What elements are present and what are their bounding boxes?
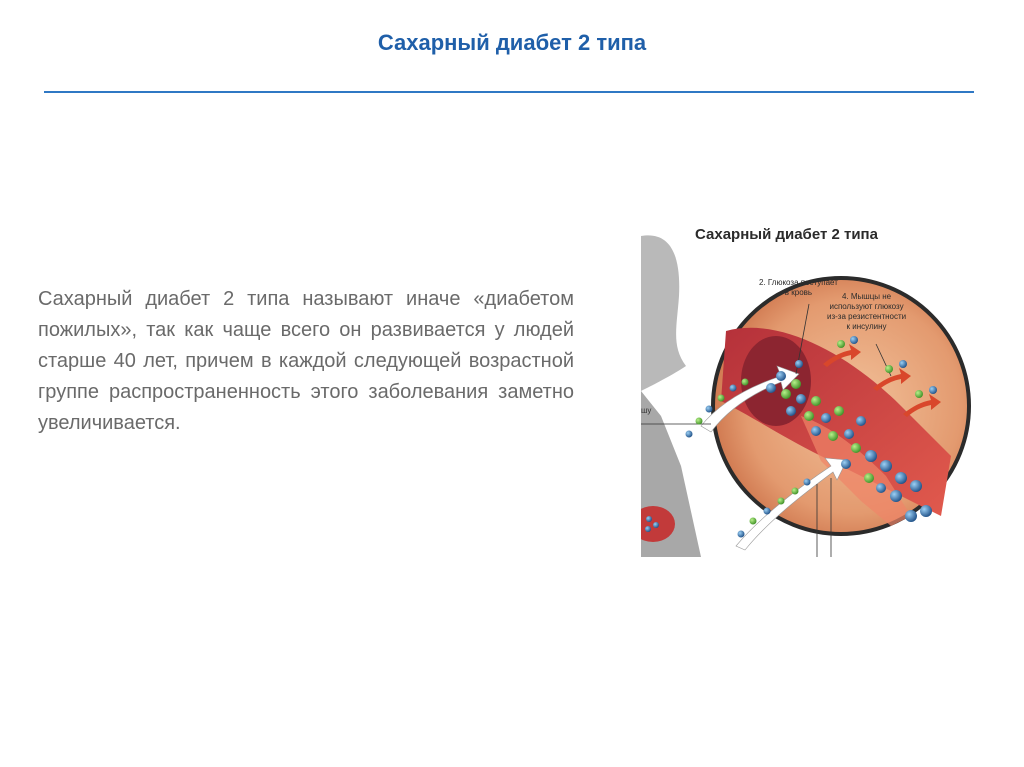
illustration-graphic <box>641 216 971 557</box>
slide-title: Сахарный диабет 2 типа <box>377 30 647 55</box>
cropped-side-label: шу <box>641 406 652 415</box>
label-muscles-resistance: 4. Мышцы не используют глюкозу из-за резистентности к инсулину <box>827 292 907 331</box>
diabetes-illustration <box>641 216 971 557</box>
slide-paragraph: Сахарный диабет 2 типа называют иначе «диабетом пожилых», так как чаще всего он развивается у людей старше 40 лет, причем в каждой следующей возрастной группе распространенность этого заболевания заметно увеличивается. <box>38 288 574 434</box>
title-divider <box>44 91 974 93</box>
label-glucose-enters-blood: 2. Глюкоза поступает в кровь <box>759 278 838 297</box>
illustration-title: Сахарный диабет 2 типа <box>695 226 878 243</box>
human-silhouette <box>641 235 686 391</box>
